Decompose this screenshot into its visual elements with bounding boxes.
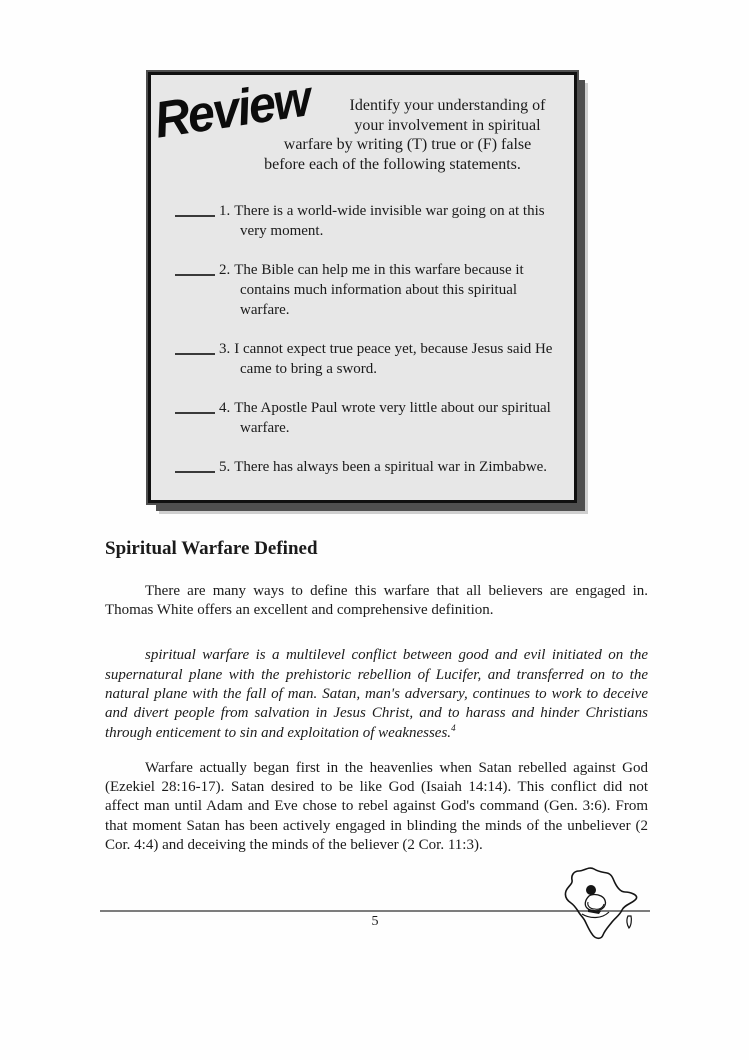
- statement-label: The Apostle Paul wrote very little about our spiritual warfare.: [234, 400, 551, 436]
- answer-blank[interactable]: [175, 201, 215, 217]
- statement-row: [175, 398, 560, 438]
- instruction-line: warfare by writing (T) true or (F) false: [283, 136, 532, 153]
- statement-row: [175, 201, 560, 241]
- statement-label: The Bible can help me in this warfare because it contains much information about this spiritual warfare.: [234, 262, 524, 318]
- quote-text: spiritual warfare is a multilevel conflict between good and evil initiated on the supernatural plane with the prehistoric rebellion of Lucifer, and transferred on to the natural plane with the fall of man. Satan, man's adversary, continues to work to deceive and divert people from salvation in Jesus Christ, and to harass and hinder Christians through enticement to sin and exploitation of weaknesses.: [105, 647, 648, 741]
- answer-blank[interactable]: [175, 457, 215, 473]
- body-paragraph: There are many ways to define this warfare that all believers are engaged in. Thomas White offers an excellent and comprehensive definition.: [105, 582, 648, 619]
- main-section: [105, 538, 648, 855]
- instruction-line: Identify your understanding of: [349, 97, 546, 114]
- review-box: [148, 69, 577, 503]
- answer-blank[interactable]: [175, 339, 215, 355]
- statement-label: There has always been a spiritual war in Zimbabwe.: [234, 459, 548, 475]
- statement-row: [175, 260, 560, 320]
- section-heading: Spiritual Warfare Defined: [105, 538, 318, 559]
- answer-blank[interactable]: [175, 260, 215, 276]
- body-paragraph: Warfare actually began first in the heavenlies when Satan rebelled against God (Ezekiel 28:16-17). Satan desired to be like God (Isaiah 14:14). This conflict did not affect man until Adam and Eve chose to rebel against God's command (Gen. 3:6). From that moment Satan has been actively engaged in blinding the minds of the unbeliever (2 Cor. 4:4) and deceiving the minds of the believer (2 Cor. 11:3).: [105, 759, 648, 854]
- statement-text: [219, 457, 560, 477]
- figure-head: [586, 885, 596, 895]
- statement-list: [175, 201, 560, 477]
- statement-row: [175, 339, 560, 379]
- madagascar-outline: [627, 916, 631, 928]
- statement-text: [219, 339, 560, 379]
- statement-number: 2.: [219, 262, 231, 278]
- review-title: Review: [150, 69, 314, 149]
- statement-number: 5.: [219, 459, 231, 475]
- footnote-reference: 4: [451, 722, 456, 733]
- statement-text: [219, 260, 560, 320]
- africa-praying-figure-icon: [558, 864, 650, 948]
- definition-quote: [105, 646, 648, 742]
- statement-number: 4.: [219, 400, 231, 416]
- statement-text: [219, 201, 560, 241]
- statement-text: [219, 398, 560, 438]
- statement-label: There is a world-wide invisible war going on at this very moment.: [234, 203, 545, 239]
- page-number: 5: [371, 914, 379, 929]
- statement-row: [175, 457, 560, 477]
- instruction-line: your involvement in spiritual: [354, 116, 541, 134]
- statement-number: 1.: [219, 203, 231, 219]
- instruction-line: before each of the following statements.: [264, 155, 521, 173]
- statement-label: I cannot expect true peace yet, because Jesus said He came to bring a sword.: [234, 341, 553, 377]
- statement-number: 3.: [219, 341, 231, 357]
- answer-blank[interactable]: [175, 398, 215, 414]
